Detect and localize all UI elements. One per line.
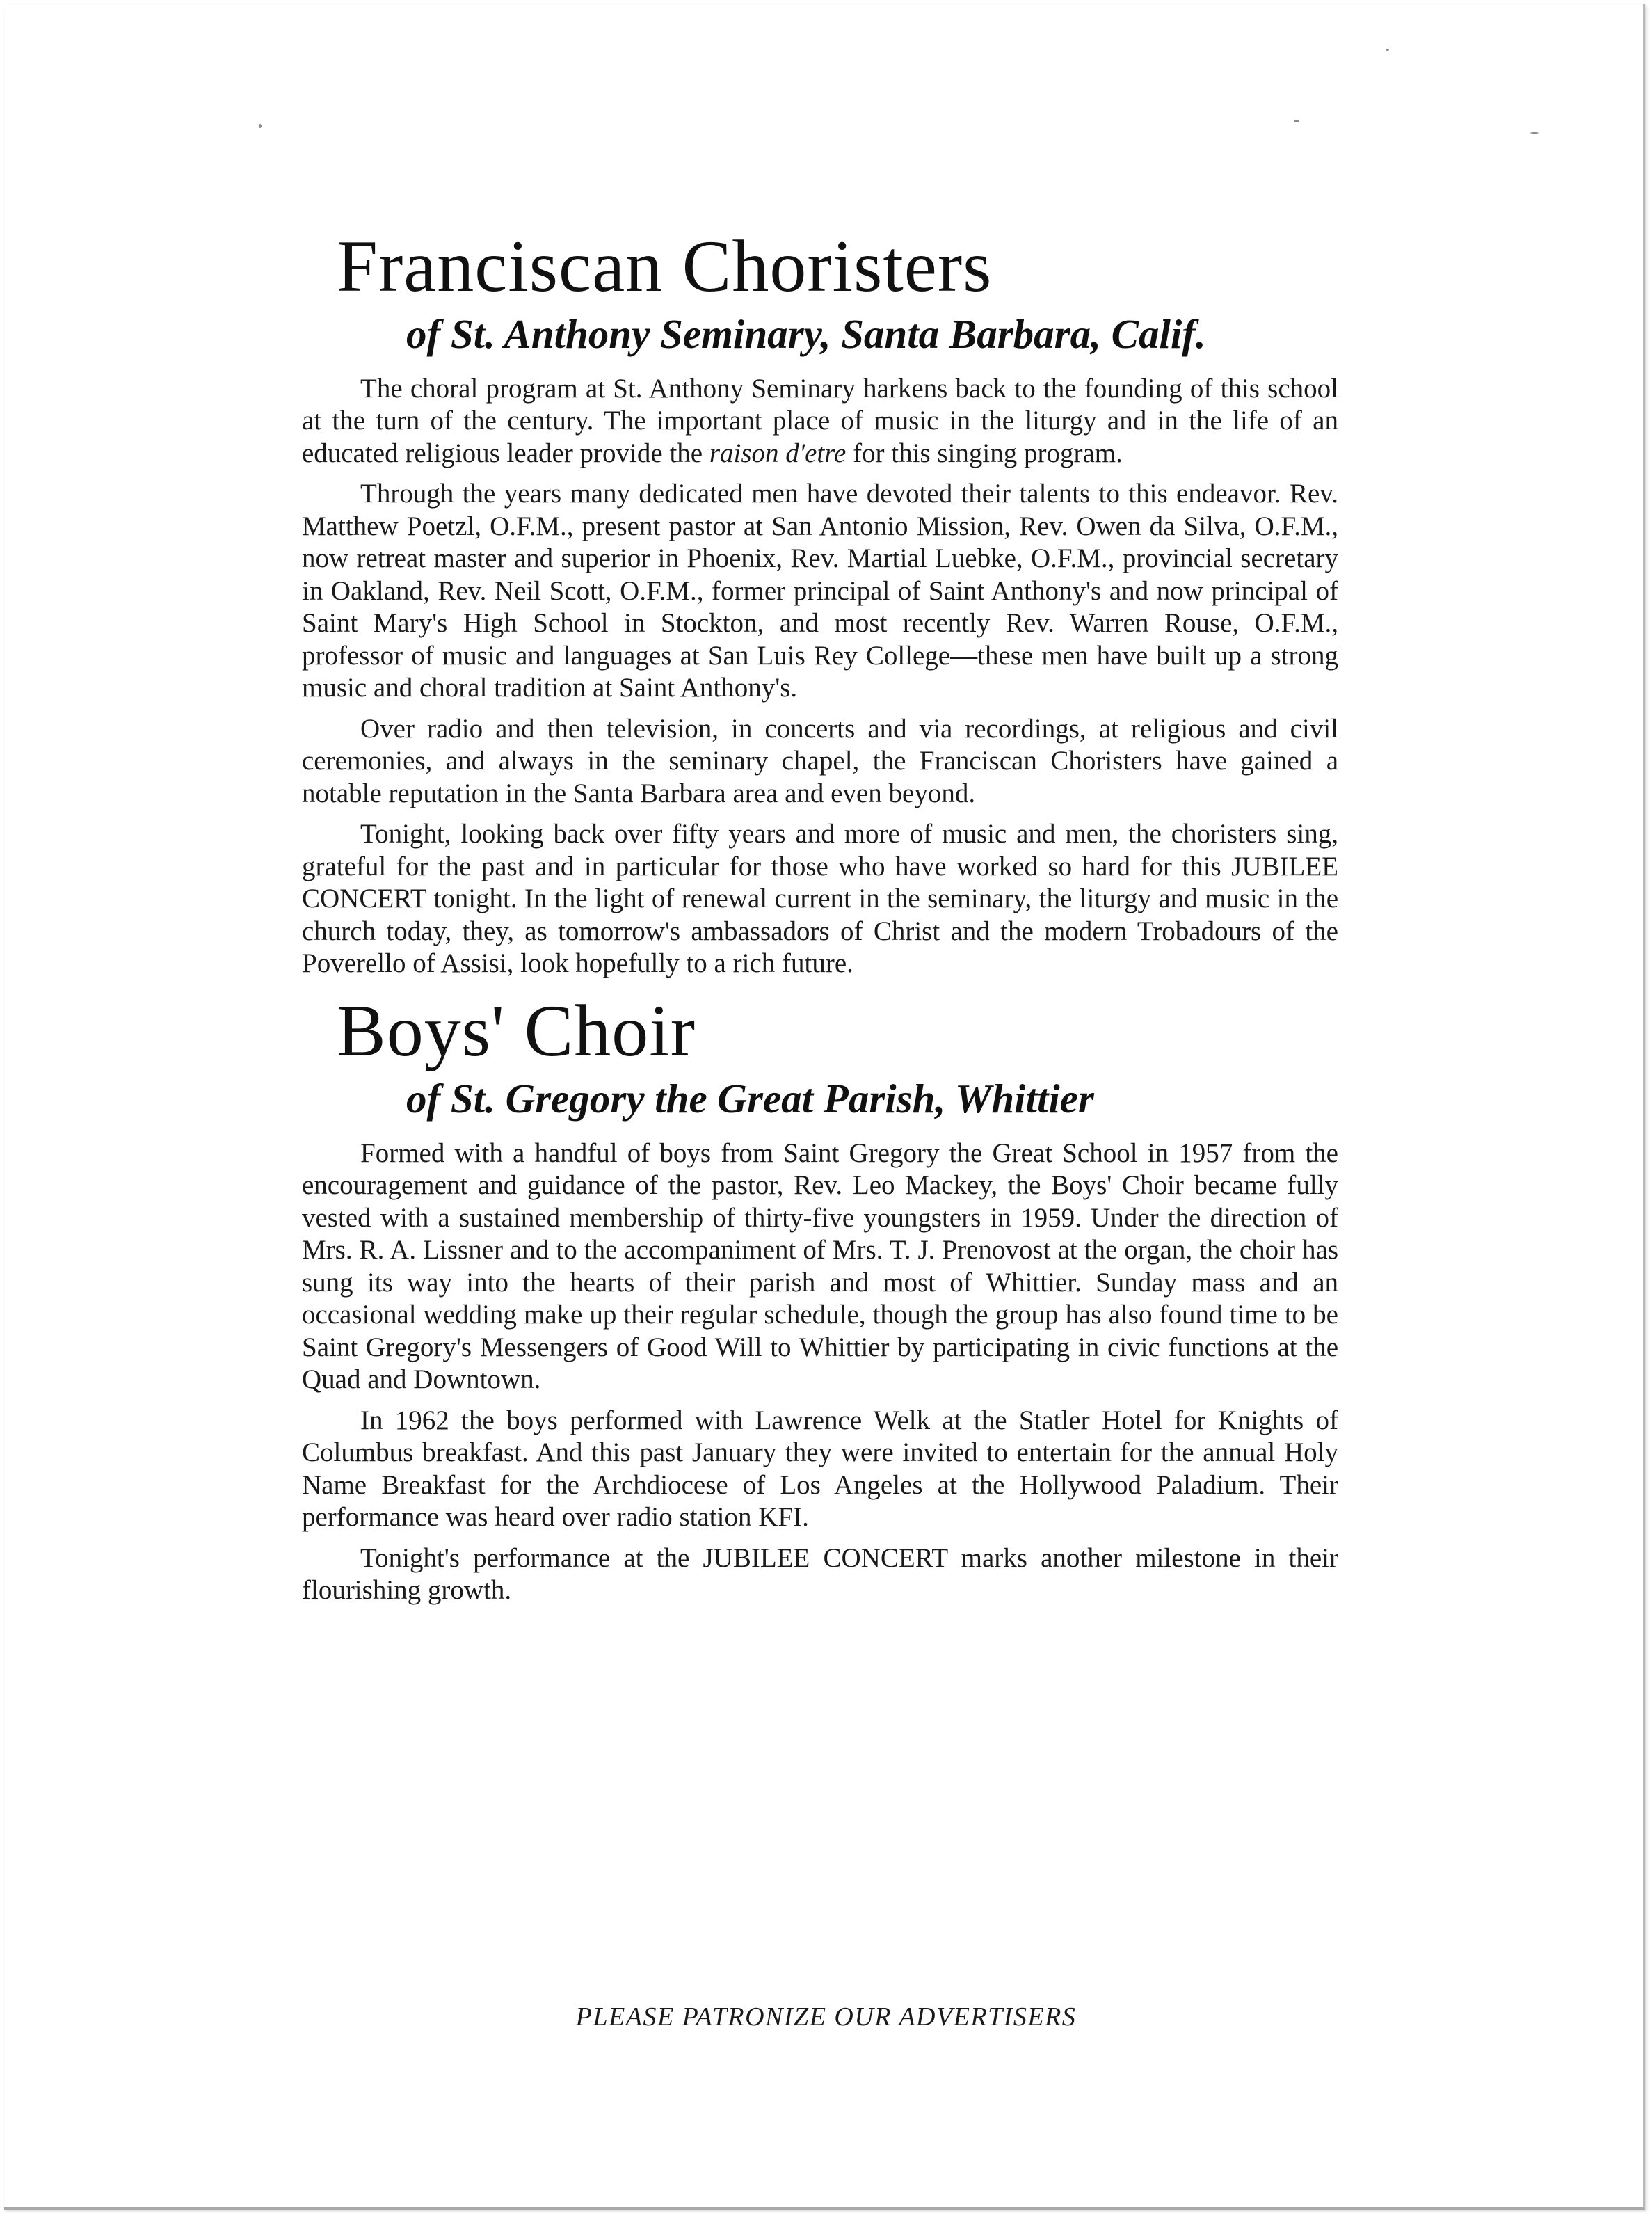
boys-choir-subheading: of St. Gregory the Great Parish, Whittier xyxy=(406,1075,1094,1122)
advertisers-footer: PLEASE PATRONIZE OUR ADVERTISERS xyxy=(575,2002,1077,2032)
boys-choir-heading: Boys' Choir xyxy=(337,989,696,1071)
franciscan-paragraph-1-text: The choral program at St. Anthony Seminary harkens back to the founding of this school at the turn of the century. The important place of music in the liturgy and in the life of an educated religious leader provide the xyxy=(302,373,1338,468)
article-column xyxy=(302,225,1338,1615)
franciscan-paragraph-1-end: for this singing program. xyxy=(846,438,1123,468)
boys-choir-paragraph-3: Tonight's performance at the JUBILEE CONCERT marks another milestone in their flourishing growth. xyxy=(302,1542,1338,1606)
scan-speck xyxy=(1294,120,1299,122)
franciscan-choristers-heading: Franciscan Choristers xyxy=(337,225,993,307)
raison-detre-phrase: raison d'etre xyxy=(709,438,847,468)
franciscan-paragraph-4: Tonight, looking back over fifty years and more of music and men, the choristers sing, grateful for the past and in particular for those who have worked so hard for this JUBILEE CONCERT tonight. In the light of renewal current in the seminary, the liturgy and music in the church today, they, as tomorrow's ambassadors of Christ and the modern Trobadours of the Poverello of Assisi, look hopefully to a rich future. xyxy=(302,819,1338,979)
franciscan-choristers-subheading: of St. Anthony Seminary, Santa Barbara, Calif. xyxy=(406,311,1206,357)
franciscan-paragraph-1 xyxy=(302,373,1338,470)
boys-choir-paragraph-1: Formed with a handful of boys from Saint Gregory the Great School in 1957 from the encouragement and guidance of the pastor, Rev. Leo Mackey, the Boys' Choir became fully vested with a sustained membership of thirty-five youngsters in 1959. Under the direction of Mrs. R. A. Lissner and to the accompaniment of Mrs. T. J. Prenovost at the organ, the choir has sung its way into the hearts of their parish and most of Whittier. Sunday mass and an occasional wedding make up their regular schedule, though the group has also found time to be Saint Gregory's Messengers of Good Will to Whittier by participating in civic functions at the Quad and Downtown. xyxy=(302,1138,1338,1395)
scan-speck xyxy=(1530,132,1539,134)
franciscan-paragraph-3: Over radio and then television, in concerts and via recordings, at religious and civil ceremonies, and always in the seminary chapel, the Franciscan Choristers have gained a notable reputation in the Santa Barbara area and even beyond. xyxy=(302,713,1338,808)
scan-speck xyxy=(259,124,262,128)
franciscan-paragraph-2: Through the years many dedicated men have devoted their talents to this endeavor. Rev. Matthew Poetzl, O.F.M., present pastor at San Antonio Mission, Rev. Owen da Silva, O.F.M., now retreat master and superior in Phoenix, Rev. Martial Luebke, O.F.M., provincial secretary in Oakland, Rev. Neil Scott, O.F.M., former principal of Saint Anthony's and now principal of Saint Mary's High School in Stockton, and most recently Rev. Warren Rouse, O.F.M., professor of music and languages at San Luis Rey College—these men have built up a strong music and choral tradition at Saint Anthony's. xyxy=(302,479,1338,703)
boys-choir-paragraph-2: In 1962 the boys performed with Lawrence Welk at the Statler Hotel for Knights of Columbus breakfast. And this past January they were invited to entertain for the annual Holy Name Breakfast for the Archdiocese of Los Angeles at the Hollywood Paladium. Their performance was heard over radio station KFI. xyxy=(302,1405,1338,1533)
scan-speck xyxy=(1386,49,1389,51)
